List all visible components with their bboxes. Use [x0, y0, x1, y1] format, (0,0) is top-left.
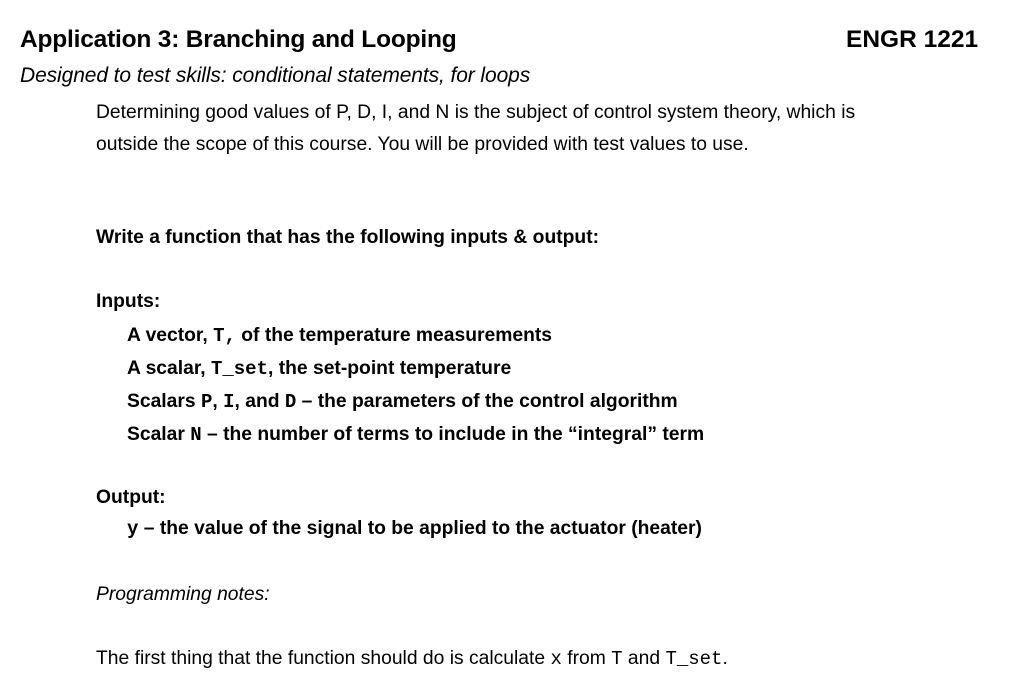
- code-variable: y: [127, 518, 139, 540]
- input-item-text: – the number of terms to include in the “integral” term: [201, 424, 705, 445]
- input-item-text: Scalar: [127, 424, 191, 445]
- input-item-text: , the set-point temperature: [267, 358, 512, 379]
- input-item-parameters: [127, 388, 704, 421]
- task-statement: Write a function that has the following inputs & output:: [96, 227, 600, 248]
- code-variable: D: [284, 391, 297, 413]
- intro-paragraph: [96, 97, 855, 161]
- code-variable: x: [550, 648, 562, 670]
- output-item-text: – the value of the signal to be applied to the actuator (heater): [138, 518, 702, 539]
- inputs-heading: Inputs:: [96, 291, 161, 312]
- document-title: Application 3: Branching and Looping: [20, 26, 457, 53]
- input-item-text: , and: [234, 391, 285, 412]
- code-variable: P: [200, 391, 213, 413]
- document-subtitle: Designed to test skills: conditional statements, for loops: [20, 64, 531, 87]
- inputs-list: [127, 322, 704, 454]
- note-text: The first thing that the function should do is calculate: [96, 648, 551, 669]
- input-item-text: – the parameters of the control algorithm: [296, 391, 678, 412]
- code-variable: N: [190, 424, 202, 446]
- input-item-setpoint: [127, 355, 704, 388]
- intro-line-1: Determining good values of P, D, I, and N is the subject of control system theory, which is: [96, 102, 856, 123]
- note-text: from: [561, 648, 612, 669]
- intro-line-2: outside the scope of this course. You will be provided with test values to use.: [96, 134, 749, 155]
- input-item-text: ,: [212, 391, 224, 412]
- output-heading: Output:: [96, 487, 166, 508]
- note-text: .: [722, 648, 728, 669]
- input-item-text: Scalars: [127, 391, 201, 412]
- note-text: and: [622, 648, 666, 669]
- input-item-vector: [127, 322, 704, 355]
- input-item-text: of the temperature measurements: [235, 325, 553, 346]
- course-code: ENGR 1221: [846, 26, 979, 53]
- code-variable: I: [223, 391, 235, 413]
- code-variable: T_set: [210, 358, 268, 380]
- input-item-text: A vector,: [127, 325, 214, 346]
- code-variable: T,: [213, 325, 236, 347]
- code-variable: T: [611, 648, 623, 670]
- code-variable: T_set: [665, 648, 723, 670]
- programming-notes-heading: Programming notes:: [96, 584, 270, 605]
- output-item: [127, 518, 702, 540]
- input-item-text: A scalar,: [127, 358, 211, 379]
- programming-note-first: [96, 648, 728, 670]
- input-item-terms: [127, 421, 704, 454]
